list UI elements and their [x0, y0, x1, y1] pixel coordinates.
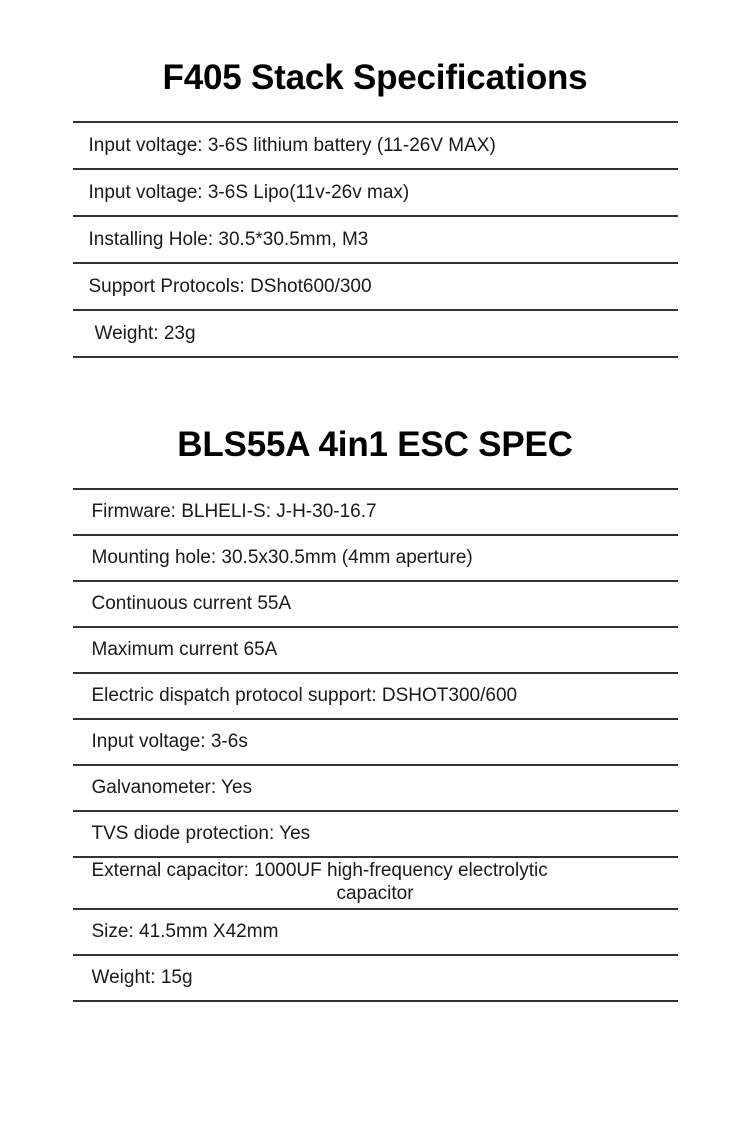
spec-value: Input voltage: 3-6s: [91, 730, 248, 752]
spec-cell-galvanometer: [73, 765, 678, 811]
spec-value: Continuous current 55A: [91, 592, 292, 614]
table-row: [73, 263, 678, 310]
spec-value: Maximum current 65A: [91, 638, 278, 660]
spec-cell-support-protocols: [73, 263, 678, 310]
spec-cell-input-voltage-lithium: [73, 122, 678, 169]
spec-value: Size: 41.5mm X42mm: [91, 920, 279, 942]
table-row: [73, 719, 678, 765]
spec-value: Input voltage: 3-6S Lipo(11v-26v max): [88, 182, 410, 203]
table-row: [73, 765, 678, 811]
spec-value: Input voltage: 3-6S lithium battery (11-26V MAX): [88, 135, 496, 156]
spec-cell-dispatch-protocol: [73, 673, 678, 719]
spec-table-f405: [73, 121, 678, 358]
spec-sheet-page: [0, 23, 750, 1123]
spec-cell-tvs-diode-protection: [73, 811, 678, 857]
spec-cell-mounting-hole: [73, 535, 678, 581]
spec-value-line-one: External capacitor: 1000UF high-frequency electrolytic: [91, 860, 548, 882]
spec-cell-installing-hole: [73, 216, 678, 263]
page-title-f405: F405 Stack Specifications: [162, 58, 588, 98]
spec-cell-input-voltage-lipo: [73, 169, 678, 216]
spec-cell-weight: [73, 955, 678, 1001]
table-row: [73, 581, 678, 627]
spec-value: Weight: 15g: [91, 966, 193, 988]
spec-cell-continuous-current: [73, 581, 678, 627]
table-row: [73, 122, 678, 169]
table-row: [73, 857, 678, 909]
table-row: [73, 811, 678, 857]
table-row: [73, 955, 678, 1001]
spec-table-bls55a: [73, 488, 678, 1002]
spec-value-line-two: capacitor: [336, 882, 414, 904]
spec-value: Electric dispatch protocol support: DSHOT300/600: [91, 684, 518, 706]
table-row: [73, 216, 678, 263]
spec-value: TVS diode protection: Yes: [91, 822, 311, 844]
spec-value: Mounting hole: 30.5x30.5mm (4mm aperture): [91, 546, 473, 568]
spec-value: Galvanometer: Yes: [91, 776, 253, 798]
spec-value: Installing Hole: 30.5*30.5mm, M3: [88, 229, 369, 250]
spec-value: Support Protocols: DShot600/300: [88, 276, 372, 297]
table-row: [73, 310, 678, 357]
spec-cell-input-voltage: [73, 719, 678, 765]
table-row: [73, 169, 678, 216]
spec-cell-external-capacitor: [73, 857, 678, 909]
spec-cell-weight: [73, 310, 678, 357]
spec-cell-size: [73, 909, 678, 955]
spec-value: Firmware: BLHELI-S: J-H-30-16.7: [91, 500, 377, 522]
spec-cell-maximum-current: [73, 627, 678, 673]
table-row: [73, 627, 678, 673]
table-row: [73, 909, 678, 955]
table-row: [73, 489, 678, 535]
page-title-bls55a: BLS55A 4in1 ESC SPEC: [177, 424, 573, 464]
table-row: [73, 673, 678, 719]
table-row: [73, 535, 678, 581]
spec-value: Weight: 23g: [94, 323, 196, 344]
spec-cell-firmware: [73, 489, 678, 535]
